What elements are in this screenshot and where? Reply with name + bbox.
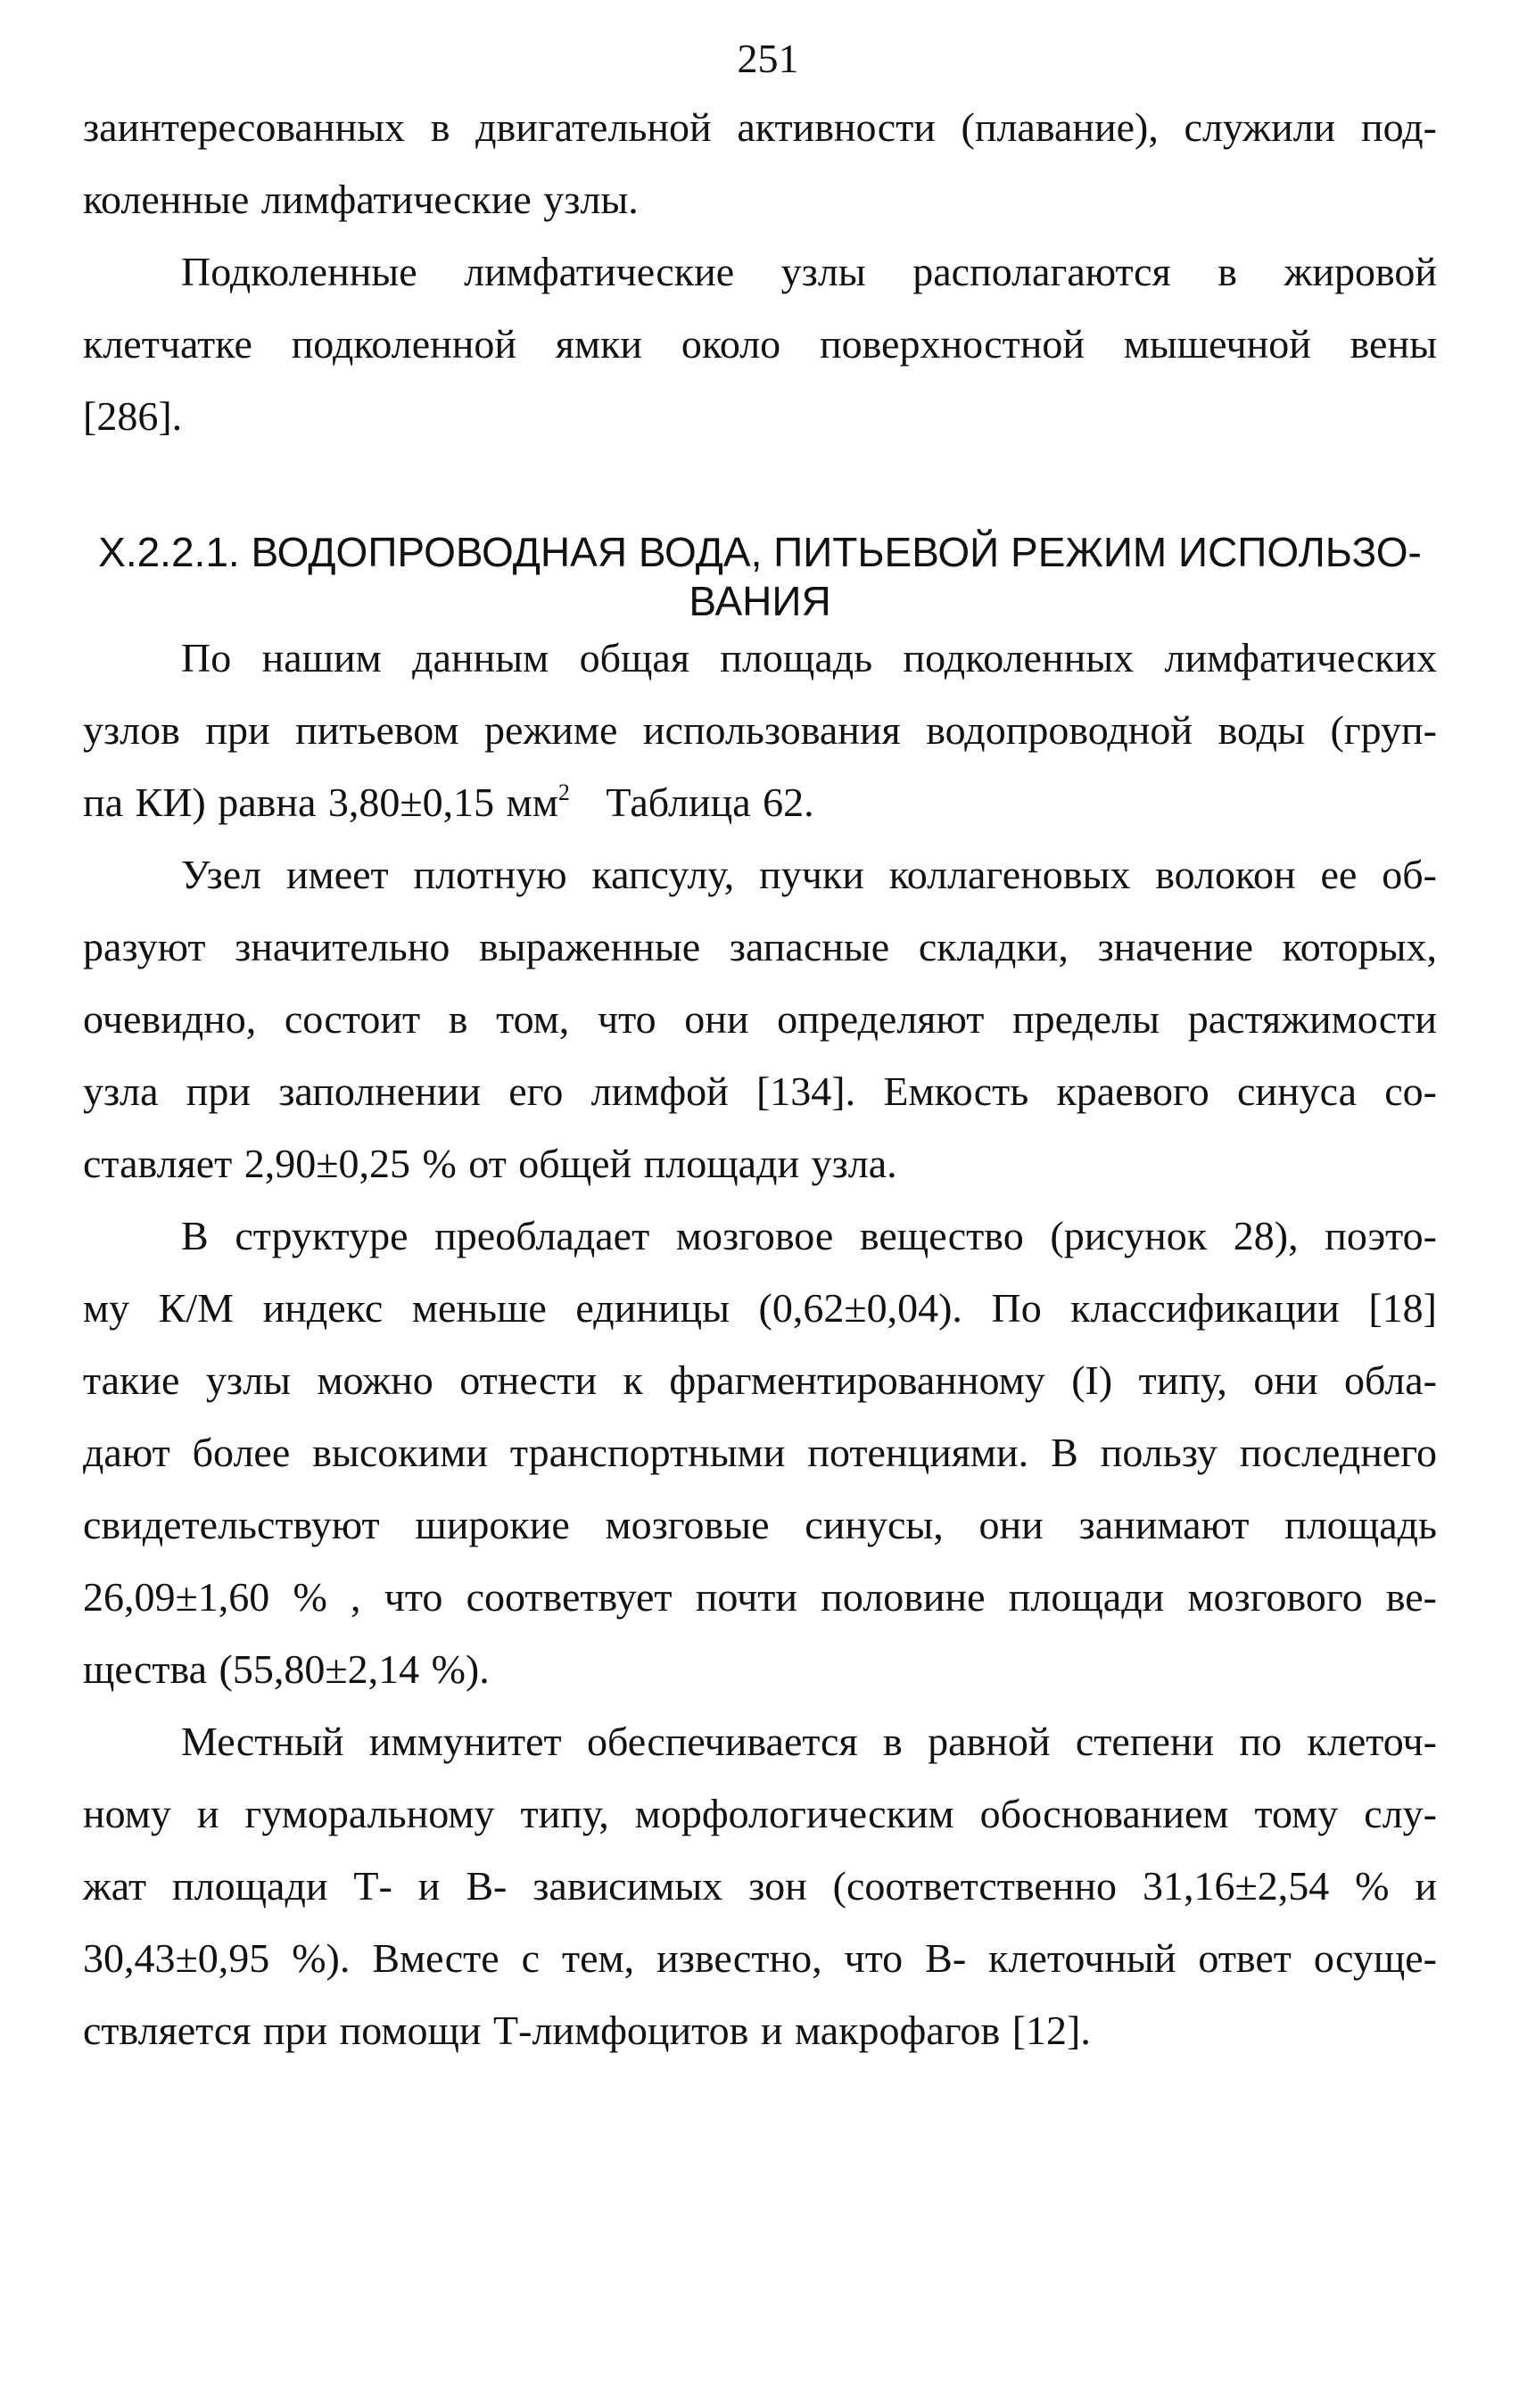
- text-line: му К/М индекс меньше единицы (0,62±0,04). По классификации [18]: [83, 1285, 1437, 1331]
- text-line: Подколенные лимфатические узлы располагаются в жировой: [181, 249, 1437, 294]
- text-line: ставляет 2,90±0,25 % от общей площади узла.: [83, 1141, 897, 1186]
- text-line: ному и гуморальному типу, морфологическим обоснованием тому слу-: [83, 1791, 1437, 1836]
- text-line: Местный иммунитет обеспечивается в равной степени по клеточ-: [181, 1719, 1437, 1764]
- text-line: дают более высокими транспортными потенциями. В пользу последнего: [83, 1430, 1437, 1475]
- text-line: ствляется при помощи Т-лимфоцитов и макрофагов [12].: [83, 2008, 1091, 2053]
- text-line: [286].: [83, 393, 183, 439]
- text-line: клетчатке подколенной ямки около поверхностной мышечной вены: [83, 321, 1437, 367]
- text-line: коленные лимфатические узлы.: [83, 177, 639, 222]
- text-line: свидетельствуют широкие мозговые синусы, они занимают площадь: [83, 1502, 1437, 1547]
- paragraph-3: [83, 838, 1437, 1200]
- text-line: заинтересованных в двигательной активности (плавание), служили под-: [83, 104, 1437, 150]
- section-heading-line-2: ВАНИЯ: [689, 578, 831, 624]
- text-line: жат площади Т- и В- зависимых зон (соответственно 31,16±2,54 % и: [83, 1863, 1437, 1909]
- document-page: [83, 27, 1437, 2066]
- text-line: Узел имеет плотную капсулу, пучки коллагеновых волокон ее об-: [181, 852, 1437, 897]
- text-line: По нашим данным общая площадь подколенных лимфатических: [181, 635, 1437, 680]
- paragraph-2: [83, 622, 1437, 838]
- text-line: В структуре преобладает мозговое вещество (рисунок 28), поэто-: [181, 1213, 1437, 1258]
- text-line: щества (55,80±2,14 %).: [83, 1646, 490, 1692]
- text-line: узлов при питьевом режиме использования водопроводной воды (груп-: [83, 707, 1437, 753]
- text-line-with-superscript: [83, 766, 1437, 838]
- page-number: 251: [737, 36, 799, 81]
- paragraph-5: [83, 1705, 1437, 2066]
- text-line: такие узлы можно отнести к фрагментированному (I) типу, они обла-: [83, 1357, 1437, 1403]
- text-line: очевидно, состоит в том, что они определяют пределы растяжимости: [83, 996, 1437, 1042]
- section-spacer: [83, 452, 1437, 524]
- table-reference: Таблица 62.: [569, 779, 814, 825]
- section-heading-line-1: X.2.2.1. ВОДОПРОВОДНАЯ ВОДА, ПИТЬЕВОЙ РЕЖИМ ИСПОЛЬЗО-: [98, 529, 1422, 575]
- intro-paragraph: [83, 91, 1437, 235]
- text-line: узла при заполнении его лимфой [134]. Емкость краевого синуса со-: [83, 1068, 1437, 1114]
- paragraph-1: [83, 235, 1437, 452]
- text-line: 30,43±0,95 %). Вместе с тем, известно, что В- клеточный ответ осуще-: [83, 1935, 1437, 1981]
- superscript: 2: [557, 779, 570, 805]
- section-heading: [83, 524, 1437, 622]
- text-line: разуют значительно выраженные запасные складки, значение которых,: [83, 924, 1437, 969]
- text-line: 26,09±1,60 % , что соответвует почти половине площади мозгового ве-: [83, 1574, 1437, 1620]
- text-fragment: па КИ) равна 3,80±0,15 мм: [83, 779, 558, 825]
- paragraph-4: [83, 1200, 1437, 1705]
